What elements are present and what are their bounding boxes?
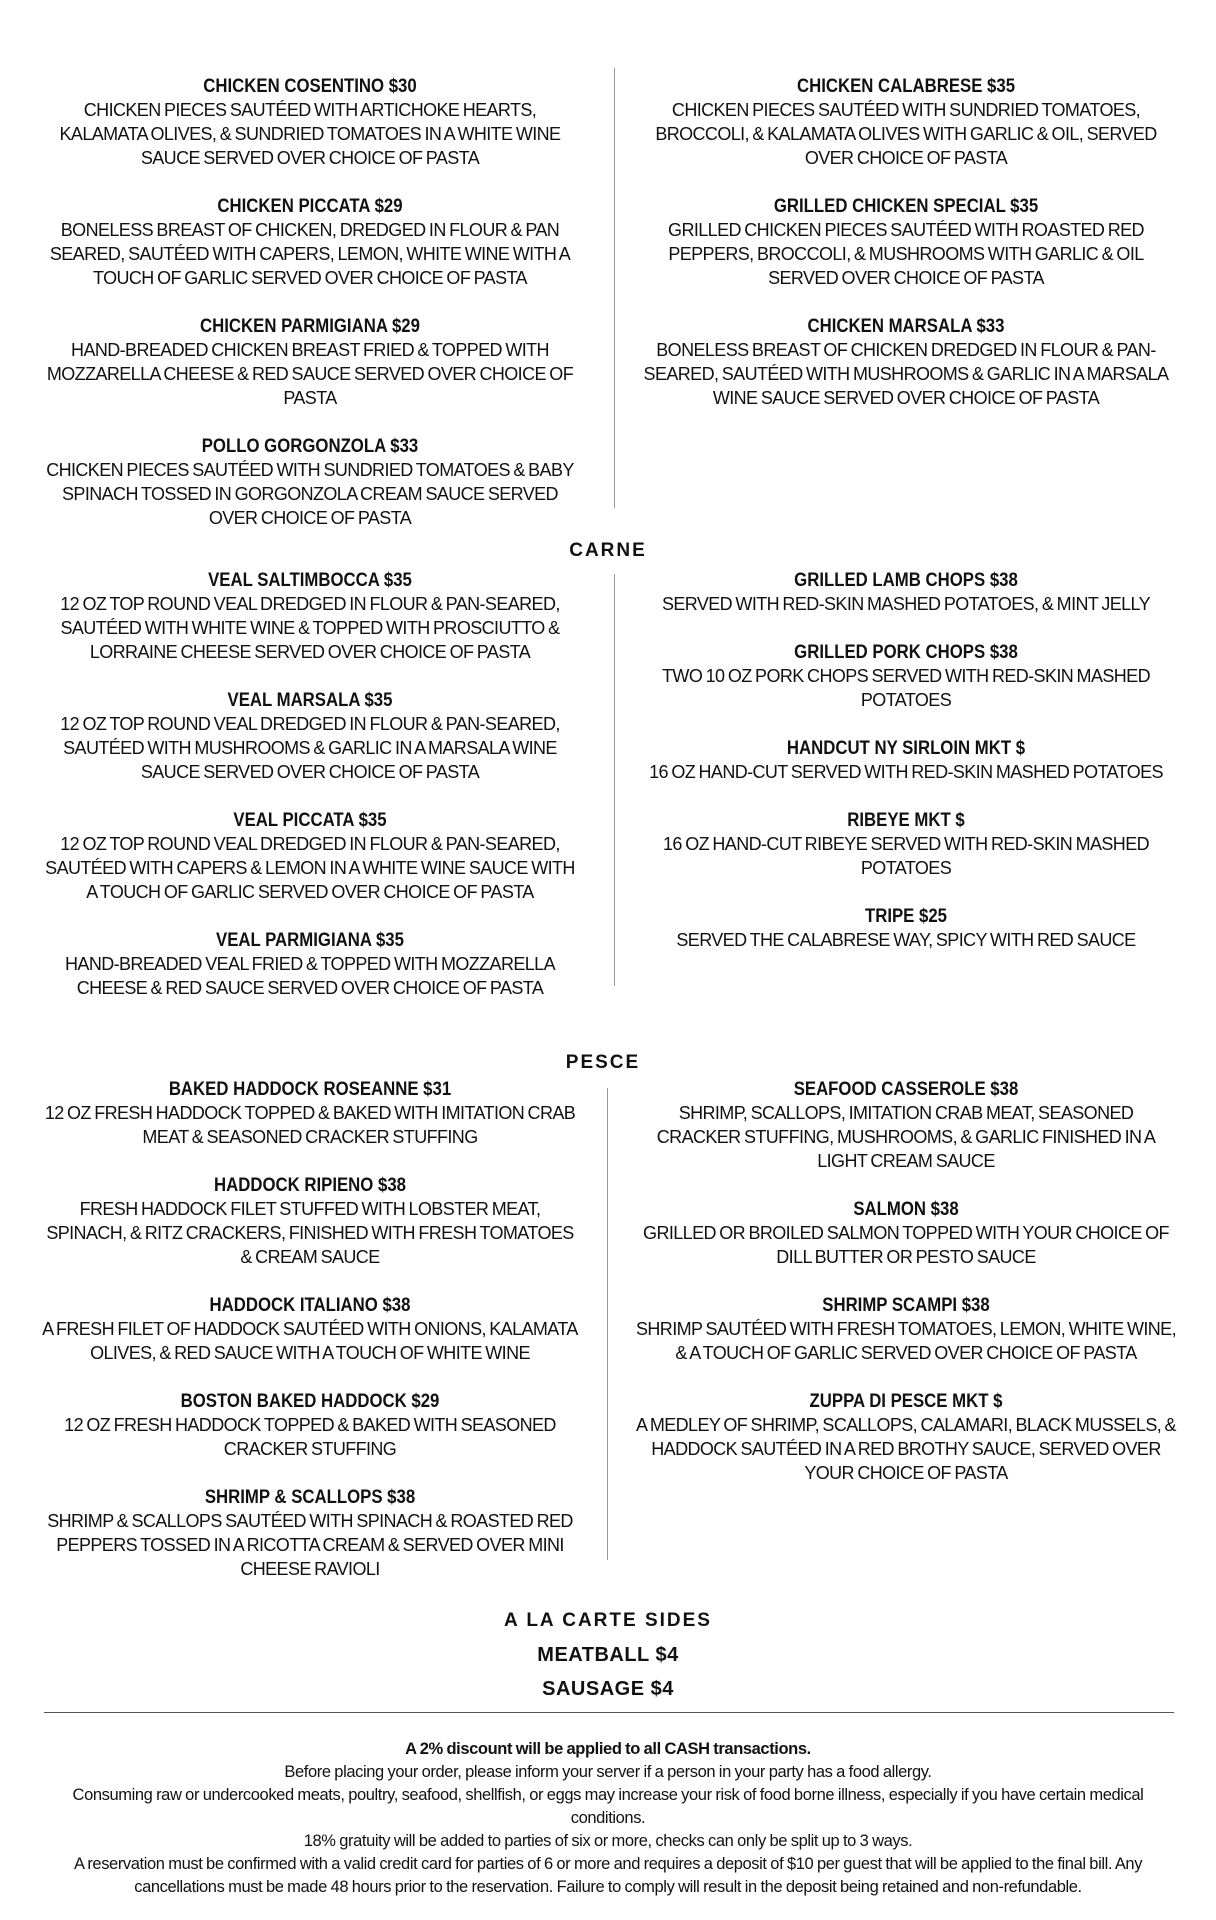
menu-item bbox=[636, 1197, 1176, 1269]
menu-item-description: A FRESH FILET OF HADDOCK SAUTÉED WITH ONIONS, KALAMATA OLIVES, & RED SAUCE WITH A TOUCH OF WHITE WINE bbox=[42, 1319, 578, 1363]
menu-item bbox=[40, 74, 580, 170]
menu-item-title: VEAL PARMIGIANA $35 bbox=[216, 929, 404, 951]
menu-item-description: 12 OZ FRESH HADDOCK TOPPED & BAKED WITH SEASONED CRACKER STUFFING bbox=[64, 1415, 556, 1459]
carne-column-divider bbox=[614, 574, 615, 986]
menu-item-description: A MEDLEY OF SHRIMP, SCALLOPS, CALAMARI, BLACK MUSSELS, & HADDOCK SAUTÉED IN A RED BROTHY SAUCE, SERVED OVER YOUR CHOICE OF PASTA bbox=[636, 1415, 1176, 1483]
menu-item-title: HANDCUT NY SIRLOIN MKT $ bbox=[786, 737, 1026, 759]
pollo-right-column bbox=[636, 74, 1176, 434]
menu-item-title: BOSTON BAKED HADDOCK $29 bbox=[180, 1390, 440, 1412]
menu-item bbox=[40, 434, 580, 530]
menu-item bbox=[636, 904, 1176, 952]
consumer-advisory-note: Consuming raw or undercooked meats, poultry, seafood, shellfish, or eggs may increase your risk of food borne illness, especially if you have certain medical conditions. bbox=[72, 1786, 1144, 1827]
pollo-left-column bbox=[40, 74, 580, 554]
menu-item-title: ZUPPA DI PESCE MKT $ bbox=[809, 1390, 1003, 1412]
gratuity-note: 18% gratuity will be added to parties of six or more, checks can only be split up to 3 ways. bbox=[303, 1832, 913, 1850]
menu-item-description: 12 OZ TOP ROUND VEAL DREDGED IN FLOUR & PAN-SEARED, SAUTÉED WITH WHITE WINE & TOPPED WITH PROSCIUTTO & LORRAINE CHEESE SERVED OVER CHOICE OF PASTA bbox=[60, 594, 560, 662]
menu-item bbox=[40, 1293, 580, 1365]
sides-section bbox=[0, 1604, 1216, 1706]
menu-item-title: BAKED HADDOCK ROSEANNE $31 bbox=[168, 1078, 452, 1100]
cash-discount-note: A 2% discount will be applied to all CASH transactions. bbox=[405, 1740, 811, 1758]
pollo-column-divider bbox=[614, 68, 615, 508]
menu-item-title: VEAL MARSALA $35 bbox=[227, 689, 393, 711]
menu-item-description: CHICKEN PIECES SAUTÉED WITH SUNDRIED TOMATOES & BABY SPINACH TOSSED IN GORGONZOLA CREAM SAUCE SERVED OVER CHOICE OF PASTA bbox=[46, 460, 574, 528]
menu-item-title: VEAL SALTIMBOCCA $35 bbox=[208, 569, 412, 591]
menu-item-title: HADDOCK RIPIENO $38 bbox=[214, 1174, 406, 1196]
menu-item bbox=[40, 928, 580, 1000]
menu-item-title: VEAL PICCATA $35 bbox=[233, 809, 387, 831]
footer-divider bbox=[44, 1712, 1174, 1713]
menu-item-title: CHICKEN CALABRESE $35 bbox=[796, 75, 1016, 97]
menu-item-title: HADDOCK ITALIANO $38 bbox=[209, 1294, 411, 1316]
carne-right-column bbox=[636, 568, 1176, 976]
menu-item-description: BONELESS BREAST OF CHICKEN, DREDGED IN FLOUR & PAN SEARED, SAUTÉED WITH CAPERS, LEMON, WHITE WINE WITH A TOUCH OF GARLIC SERVED OVER CHOICE OF PASTA bbox=[49, 220, 571, 288]
menu-item-description: FRESH HADDOCK FILET STUFFED WITH LOBSTER MEAT, SPINACH, & RITZ CRACKERS, FINISHED WITH FRESH TOMATOES & CREAM SAUCE bbox=[46, 1199, 574, 1267]
footer-notes bbox=[40, 1738, 1176, 1899]
menu-item bbox=[636, 74, 1176, 170]
menu-item-description: SERVED WITH RED-SKIN MASHED POTATOES, & MINT JELLY bbox=[661, 594, 1151, 614]
pesce-right-column bbox=[636, 1077, 1176, 1509]
sides-title: A LA CARTE SIDES bbox=[504, 1610, 712, 1631]
pesce-column-divider bbox=[607, 1088, 608, 1560]
menu-item-title: SALMON $38 bbox=[853, 1198, 959, 1220]
menu-item bbox=[636, 314, 1176, 410]
pesce-section-title: PESCE bbox=[565, 1052, 641, 1073]
pesce-left-column bbox=[40, 1077, 580, 1605]
carne-left-column bbox=[40, 568, 580, 1024]
menu-item bbox=[40, 314, 580, 410]
menu-item-description: 12 OZ FRESH HADDOCK TOPPED & BAKED WITH IMITATION CRAB MEAT & SEASONED CRACKER STUFFING bbox=[44, 1103, 576, 1147]
menu-item-description: 12 OZ TOP ROUND VEAL DREDGED IN FLOUR & PAN-SEARED, SAUTÉED WITH CAPERS & LEMON IN A WHITE WINE SAUCE WITH A TOUCH OF GARLIC SERVED OVER CHOICE OF PASTA bbox=[45, 834, 575, 902]
menu-item-description: CHICKEN PIECES SAUTÉED WITH ARTICHOKE HEARTS, KALAMATA OLIVES, & SUNDRIED TOMATOES IN A WHITE WINE SAUCE SERVED OVER CHOICE OF PASTA bbox=[59, 100, 561, 168]
menu-item-title: SHRIMP & SCALLOPS $38 bbox=[204, 1486, 416, 1508]
menu-item-description: SHRIMP & SCALLOPS SAUTÉED WITH SPINACH & ROASTED RED PEPPERS TOSSED IN A RICOTTA CREAM & SERVED OVER MINI CHEESE RAVIOLI bbox=[47, 1511, 573, 1579]
menu-item bbox=[40, 568, 580, 664]
menu-item bbox=[40, 688, 580, 784]
side-item-meatball: MEATBALL $4 bbox=[537, 1644, 679, 1666]
menu-item-title: SEAFOOD CASSEROLE $38 bbox=[793, 1078, 1019, 1100]
menu-item bbox=[40, 1077, 580, 1149]
menu-item-title: GRILLED PORK CHOPS $38 bbox=[794, 641, 1018, 663]
menu-item bbox=[636, 736, 1176, 784]
menu-item bbox=[636, 808, 1176, 880]
menu-item-description: HAND-BREADED CHICKEN BREAST FRIED & TOPPED WITH MOZZARELLA CHEESE & RED SAUCE SERVED OVER CHOICE OF PASTA bbox=[46, 340, 574, 408]
menu-item-description: CHICKEN PIECES SAUTÉED WITH SUNDRIED TOMATOES, BROCCOLI, & KALAMATA OLIVES WITH GARLIC & OIL, SERVED OVER CHOICE OF PASTA bbox=[655, 100, 1157, 168]
menu-item-description: GRILLED OR BROILED SALMON TOPPED WITH YOUR CHOICE OF DILL BUTTER OR PESTO SAUCE bbox=[643, 1223, 1169, 1267]
menu-item-title: TRIPE $25 bbox=[864, 905, 948, 927]
menu-item-description: BONELESS BREAST OF CHICKEN DREDGED IN FLOUR & PAN-SEARED, SAUTÉED WITH MUSHROOMS & GARLIC IN A MARSALA WINE SAUCE SERVED OVER CHOICE OF PASTA bbox=[643, 340, 1169, 408]
menu-item-description: 16 OZ HAND-CUT RIBEYE SERVED WITH RED-SKIN MASHED POTATOES bbox=[662, 834, 1149, 878]
side-item-sausage: SAUSAGE $4 bbox=[542, 1678, 674, 1700]
allergy-note: Before placing your order, please inform your server if a person in your party has a food allergy. bbox=[284, 1763, 932, 1781]
menu-item-title: CHICKEN PARMIGIANA $29 bbox=[200, 315, 420, 337]
carne-section-title: CARNE bbox=[569, 540, 647, 561]
menu-item-title: CHICKEN COSENTINO $30 bbox=[203, 75, 417, 97]
menu-item-title: POLLO GORGONZOLA $33 bbox=[201, 435, 419, 457]
menu-item-title: RIBEYE MKT $ bbox=[847, 809, 965, 831]
menu-item-title: GRILLED LAMB CHOPS $38 bbox=[794, 569, 1018, 591]
menu-item-title: GRILLED CHICKEN SPECIAL $35 bbox=[773, 195, 1039, 217]
menu-item bbox=[40, 1173, 580, 1269]
menu-item bbox=[636, 568, 1176, 616]
menu-item-description: SHRIMP SAUTÉED WITH FRESH TOMATOES, LEMON, WHITE WINE, & A TOUCH OF GARLIC SERVED OVER CHOICE OF PASTA bbox=[636, 1319, 1176, 1363]
reservation-note: A reservation must be confirmed with a valid credit card for parties of 6 or more and requires a deposit of $10 per guest that will be applied to the final bill. Any cancellations must be made 48 hours prior to the reservation. Failure to comply will result in the deposit being retained and non-refundable. bbox=[73, 1855, 1143, 1896]
menu-item-title: CHICKEN MARSALA $33 bbox=[807, 315, 1005, 337]
menu-item-description: HAND-BREADED VEAL FRIED & TOPPED WITH MOZZARELLA CHEESE & RED SAUCE SERVED OVER CHOICE OF PASTA bbox=[65, 954, 555, 998]
menu-item bbox=[636, 1077, 1176, 1173]
menu-item-description: SHRIMP, SCALLOPS, IMITATION CRAB MEAT, SEASONED CRACKER STUFFING, MUSHROOMS, & GARLIC FINISHED IN A LIGHT CREAM SAUCE bbox=[656, 1103, 1156, 1171]
menu-item bbox=[636, 1293, 1176, 1365]
menu-item-title: SHRIMP SCAMPI $38 bbox=[822, 1294, 990, 1316]
menu-item bbox=[40, 808, 580, 904]
menu-item-description: 16 OZ HAND-CUT SERVED WITH RED-SKIN MASHED POTATOES bbox=[649, 762, 1163, 782]
menu-item-description: TWO 10 OZ PORK CHOPS SERVED WITH RED-SKIN MASHED POTATOES bbox=[662, 666, 1150, 710]
menu-item bbox=[40, 1485, 580, 1581]
menu-item-title: CHICKEN PICCATA $29 bbox=[217, 195, 403, 217]
menu-item bbox=[636, 194, 1176, 290]
menu-item bbox=[636, 640, 1176, 712]
menu-item bbox=[40, 194, 580, 290]
menu-item-description: GRILLED CHICKEN PIECES SAUTÉED WITH ROASTED RED PEPPERS, BROCCOLI, & MUSHROOMS WITH GARLIC & OIL SERVED OVER CHOICE OF PASTA bbox=[668, 220, 1144, 288]
menu-item bbox=[636, 1389, 1176, 1485]
menu-item-description: SERVED THE CALABRESE WAY, SPICY WITH RED SAUCE bbox=[676, 930, 1136, 950]
menu-item-description: 12 OZ TOP ROUND VEAL DREDGED IN FLOUR & PAN-SEARED, SAUTÉED WITH MUSHROOMS & GARLIC IN A MARSALA WINE SAUCE SERVED OVER CHOICE OF PASTA bbox=[60, 714, 560, 782]
menu-item bbox=[40, 1389, 580, 1461]
